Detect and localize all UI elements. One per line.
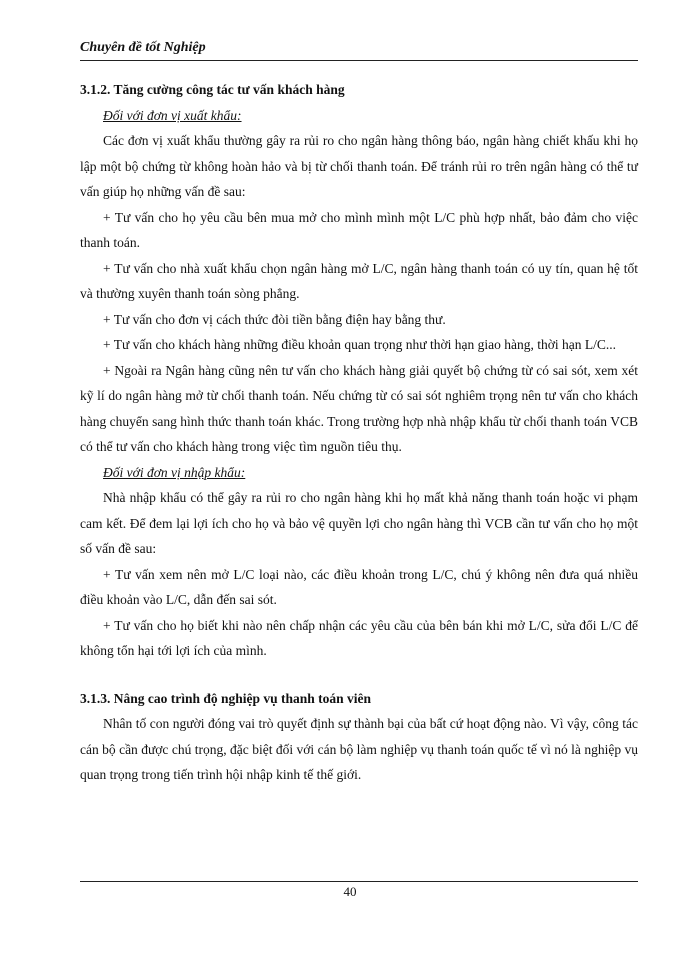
- importers-bullet: + Tư vấn xem nên mở L/C loại nào, các điều khoản trong L/C, chú ý không nên đưa quá nhiều điều khoản vào L/C, dẫn đến sai sót.: [80, 566, 638, 607]
- exporters-bullet: + Tư vấn cho khách hàng những điều khoản quan trọng như thời hạn giao hàng, thời hạn L/C...: [103, 337, 616, 352]
- section-spacer: [80, 664, 638, 686]
- running-header: Chuyên đề tốt Nghiệp: [80, 40, 206, 55]
- page-number: 40: [343, 884, 357, 899]
- section-heading-3-1-3: 3.1.3. Nâng cao trình độ nghiệp vụ thanh toán viên: [80, 690, 372, 706]
- exporters-bullet: + Ngoài ra Ngân hàng cũng nên tư vấn cho khách hàng giải quyết bộ chứng từ có sai sót, xem xét kỹ lí do ngân hàng mở từ chối thanh toán. Nếu chứng từ có sai sót nghiêm trọng nên tư vấn cho khách hàng chuyển sang hình thức thanh toán khác. Trong trường hợp nhà nhập khẩu từ chối thanh toán VCB có thể tư vấn cho khách hàng trong việc tìm nguồn tiêu thụ.: [80, 362, 638, 454]
- header-divider: [80, 60, 638, 61]
- exporters-intro: Các đơn vị xuất khẩu thường gây ra rủi ro cho ngân hàng thông báo, ngân hàng chiết khấu khi họ lập một bộ chứng từ không hoàn hảo và bị từ chối thanh toán. Để tránh rủi ro trên ngân hàng có thể tư vấn giúp họ những vấn đề sau:: [80, 133, 638, 199]
- exporters-bullet: + Tư vấn cho họ yêu cầu bên mua mở cho mình mình một L/C phù hợp nhất, bảo đảm cho việc thanh toán.: [80, 209, 638, 250]
- subheading-importers: Đối với đơn vị nhập khẩu:: [103, 464, 246, 480]
- importers-bullet: + Tư vấn cho họ biết khi nào nên chấp nhận các yêu cầu của bên bán khi mở L/C, sửa đổi L/C để không tổn hại tới lợi ích của mình.: [80, 617, 638, 658]
- exporters-bullet: + Tư vấn cho đơn vị cách thức đòi tiền bằng điện hay bằng thư.: [103, 311, 446, 327]
- exporters-bullet: + Tư vấn cho nhà xuất khẩu chọn ngân hàng mở L/C, ngân hàng thanh toán có uy tín, quan hệ tốt và thường xuyên thanh toán sòng phẳng.: [80, 260, 638, 301]
- footer-divider: [80, 881, 638, 882]
- page-body: [80, 77, 638, 788]
- subheading-exporters: Đối với đơn vị xuất khẩu:: [103, 107, 242, 123]
- section-3-1-3-paragraph: Nhân tố con người đóng vai trò quyết định sự thành bại của bất cứ hoạt động nào. Vì vậy, công tác cán bộ cần được chú trọng, đặc biệt đối với cán bộ làm nghiệp vụ thanh toán quốc tế vì nó là nghiệp vụ quan trọng trong tiến trình hội nhập kinh tế thế giới.: [80, 716, 638, 782]
- section-heading-3-1-2: 3.1.2. Tăng cường công tác tư vấn khách hàng: [80, 82, 345, 97]
- importers-intro: Nhà nhập khẩu có thể gây ra rủi ro cho ngân hàng khi họ mất khả năng thanh toán hoặc vi phạm cam kết. Để đem lại lợi ích cho họ và bảo vệ quyền lợi cho ngân hàng thì VCB cần tư vấn cho họ một số vấn đề sau:: [80, 490, 638, 556]
